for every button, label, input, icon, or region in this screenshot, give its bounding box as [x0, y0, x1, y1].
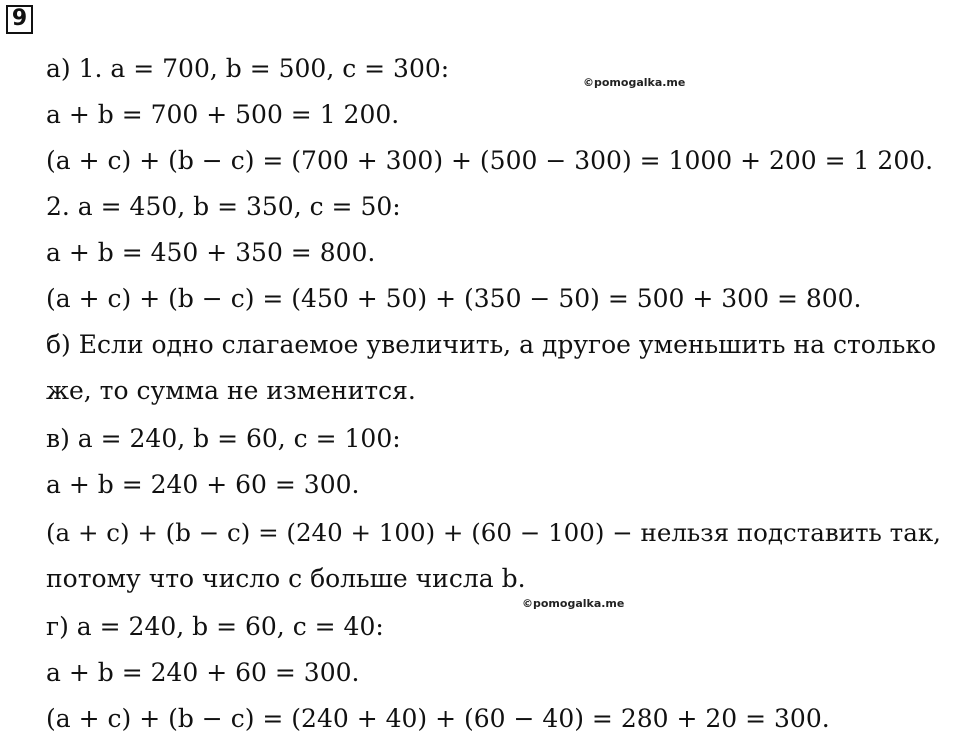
line-part-a-case-1-sum: a + b = 700 + 500 = 1 200.	[46, 100, 400, 129]
line-part-a-case-2-check: (a + c) + (b − c) = (450 + 50) + (350 − 50) = 500 + 300 = 800.	[46, 284, 862, 313]
line-part-b-conclusion-1: б) Если одно слагаемое увеличить, а другое уменьшить на столько	[46, 330, 937, 359]
line-part-v-check: (a + c) + (b − c) = (240 + 100) + (60 − 100) − нельзя подставить так,	[46, 518, 941, 547]
line-part-v-sum: a + b = 240 + 60 = 300.	[46, 470, 360, 499]
line-part-a-case-1-check: (a + c) + (b − c) = (700 + 300) + (500 − 300) = 1000 + 200 = 1 200.	[46, 146, 934, 175]
line-part-g-sum: a + b = 240 + 60 = 300.	[46, 658, 360, 687]
line-part-a-case-2-values: 2. a = 450, b = 350, c = 50:	[46, 192, 401, 221]
line-part-a-case-1-values: а) 1. a = 700, b = 500, c = 300:	[46, 54, 450, 83]
line-part-g-values: г) a = 240, b = 60, c = 40:	[46, 612, 384, 641]
line-part-a-case-2-sum: a + b = 450 + 350 = 800.	[46, 238, 376, 267]
watermark-middle: ©pomogalka.me	[522, 597, 625, 610]
watermark-top: ©pomogalka.me	[583, 76, 686, 89]
line-part-v-values: в) a = 240, b = 60, c = 100:	[46, 424, 401, 453]
line-part-b-conclusion-2: же, то сумма не изменится.	[46, 376, 416, 405]
line-part-v-explanation: потому что число c больше числа b.	[46, 564, 526, 593]
task-number-badge: 9	[6, 5, 33, 34]
line-part-g-check: (a + c) + (b − c) = (240 + 40) + (60 − 40) = 280 + 20 = 300.	[46, 704, 830, 733]
